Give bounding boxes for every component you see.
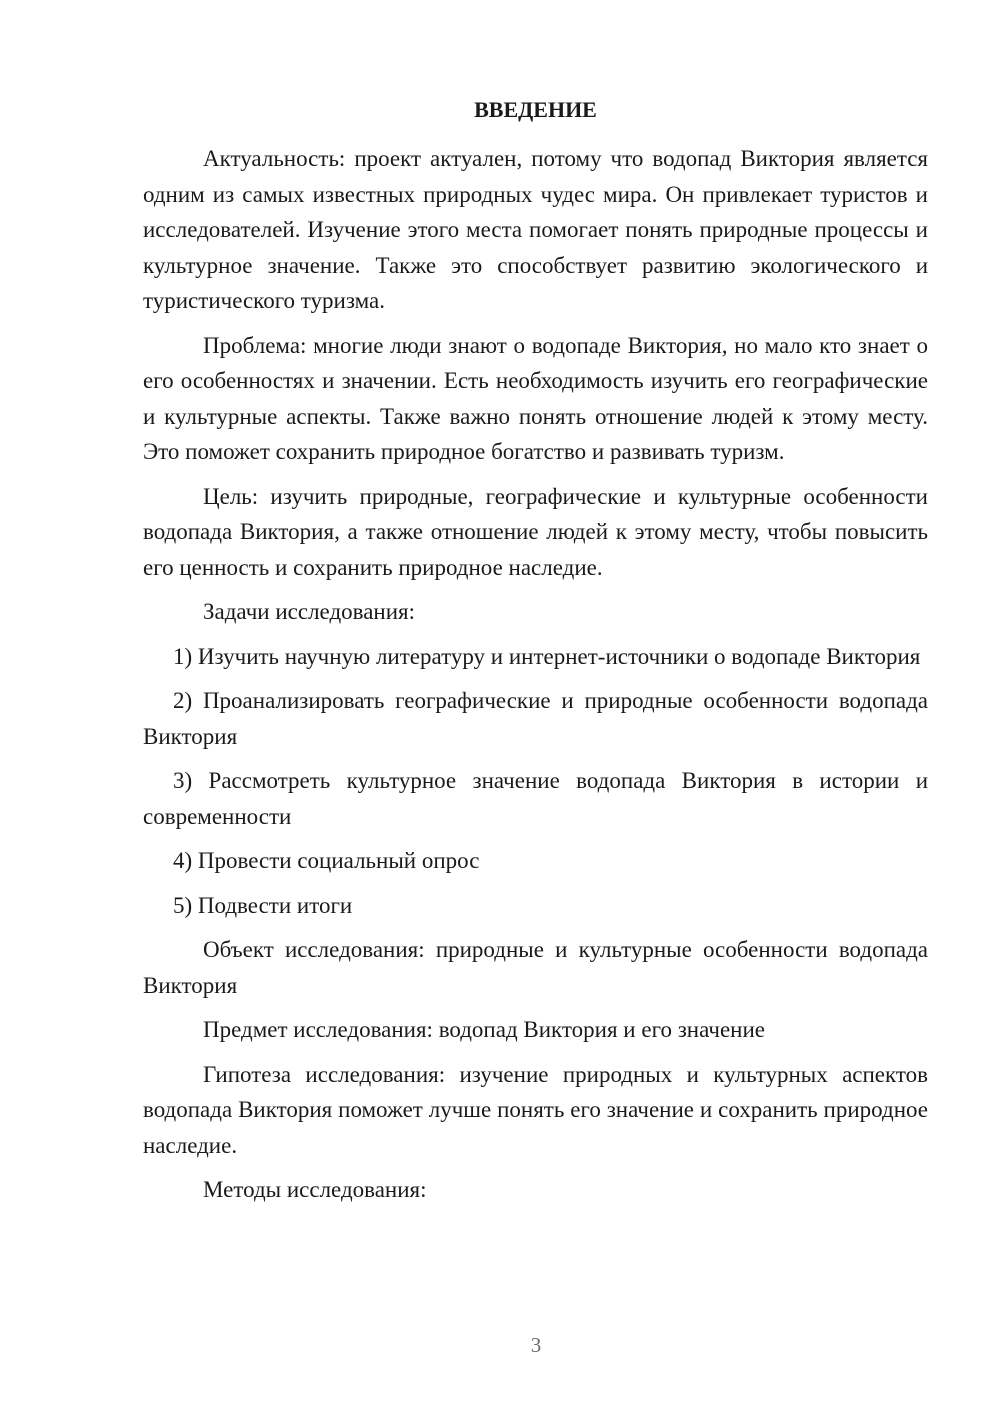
task-item: 2) Проанализировать географические и природные особенности водопада Виктория <box>143 688 928 749</box>
goal-paragraph: Цель: изучить природные, географические и культурные особенности водопада Виктория, а также отношение людей к этому месту, чтобы повысить его ценность и сохранить природное наследие. <box>143 483 928 580</box>
problem-paragraph: Проблема: многие люди знают о водопаде Виктория, но мало кто знает о его особенностях и значении. Есть необходимость изучить его географические и культурные аспекты. Также важно понять отношение людей к этому месту. Это поможет сохранить природное богатство и развивать туризм. <box>143 332 928 464</box>
section-title: ВВЕДЕНИЕ <box>474 97 597 122</box>
relevance-paragraph: Актуальность: проект актуален, потому что водопад Виктория является одним из самых известных природных чудес мира. Он привлекает туристов и исследователей. Изучение этого места помогает понять природные процессы и культурное значение. Также это способствует развитию экологического и туристического туризма. <box>143 146 928 313</box>
task-item: 5) Подвести итоги <box>173 892 353 918</box>
task-item: 4) Провести социальный опрос <box>173 848 480 873</box>
page-content <box>143 92 928 1217</box>
tasks-heading: Задачи исследования: <box>203 599 416 624</box>
page-number: 3 <box>530 1333 542 1357</box>
hypothesis-paragraph: Гипотеза исследования: изучение природных и культурных аспектов водопада Виктория поможет лучше понять его значение и сохранить природное наследие. <box>143 1061 928 1158</box>
subject-paragraph: Предмет исследования: водопад Виктория и его значение <box>203 1017 765 1042</box>
methods-heading: Методы исследования: <box>203 1177 427 1202</box>
task-item: 1) Изучить научную литературу и интернет-источники о водопаде Виктория <box>173 643 921 669</box>
task-item: 3) Рассмотреть культурное значение водопада Виктория в истории и современности <box>143 768 928 829</box>
object-paragraph: Объект исследования: природные и культурные особенности водопада Виктория <box>143 937 928 998</box>
